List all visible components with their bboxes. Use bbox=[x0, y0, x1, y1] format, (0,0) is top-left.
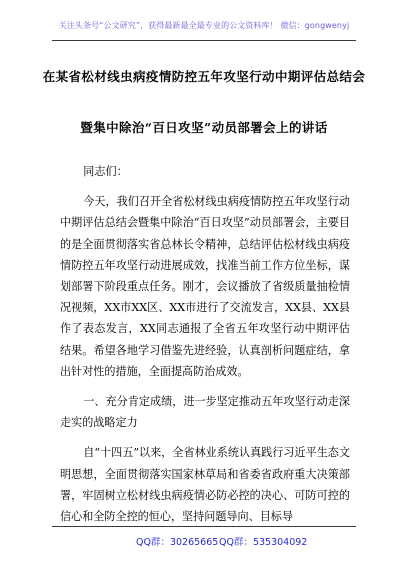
header-rule bbox=[52, 40, 356, 41]
footer-qq-group-right: QQ群：535304092 bbox=[219, 537, 308, 548]
spacer bbox=[60, 433, 350, 442]
header-banner: 关注头条号“公文研究”，获得最新最全最专业的公文资料库！ 微信：gongwenyj bbox=[58, 21, 350, 30]
document-body bbox=[60, 161, 350, 527]
footer-qq-group-left: QQ群：30265665 bbox=[136, 537, 219, 548]
document-title-line1: 在某省松材线虫病疫情防控五年攻坚行动中期评估总结会 bbox=[42, 69, 366, 84]
paragraph-intro: 今天，我们召开全省松材线虫病疫情防控五年攻坚行动中期评估总结会暨集中除治“百日攻坚”动员部署会，主要目的是全面贯彻落实省总林长令精神，总结评估松材线虫病疫情防控五年攻坚行动进展成效，找准当前工作方位坐标，谋划部署下阶段重点任务。刚才，会议播放了省级质量抽检情况视频，XX市XX区、XX市进行了交流发言，XX县、XX县作了表态发言，XX同志通报了全省五年攻坚行动中期评估结果。希望各地学习借鉴先进经验，认真剖析问题症结，拿出针对性的措施，全面提高防治成效。 bbox=[60, 195, 350, 378]
spacer bbox=[60, 182, 350, 191]
salutation: 同志们： bbox=[83, 165, 128, 178]
document-title-line2: 暨集中除治“百日攻坚”动员部署会上的讲话 bbox=[80, 120, 328, 135]
footer-rule bbox=[52, 526, 356, 527]
spacer bbox=[60, 382, 350, 391]
section-heading-1: 一、充分肯定成绩，进一步坚定推动五年攻坚行动走深走实的战略定力 bbox=[60, 395, 350, 430]
paragraph-section1: 自“十四五”以来，全省林业系统认真践行习近平生态文明思想，全面贯彻落实国家林草局和省委省政府重大决策部署，牢固树立松材线虫病疫情必防必控的决心、可防可控的信心和全防全控的恒心，坚持问题导向、目标导 bbox=[60, 446, 350, 524]
